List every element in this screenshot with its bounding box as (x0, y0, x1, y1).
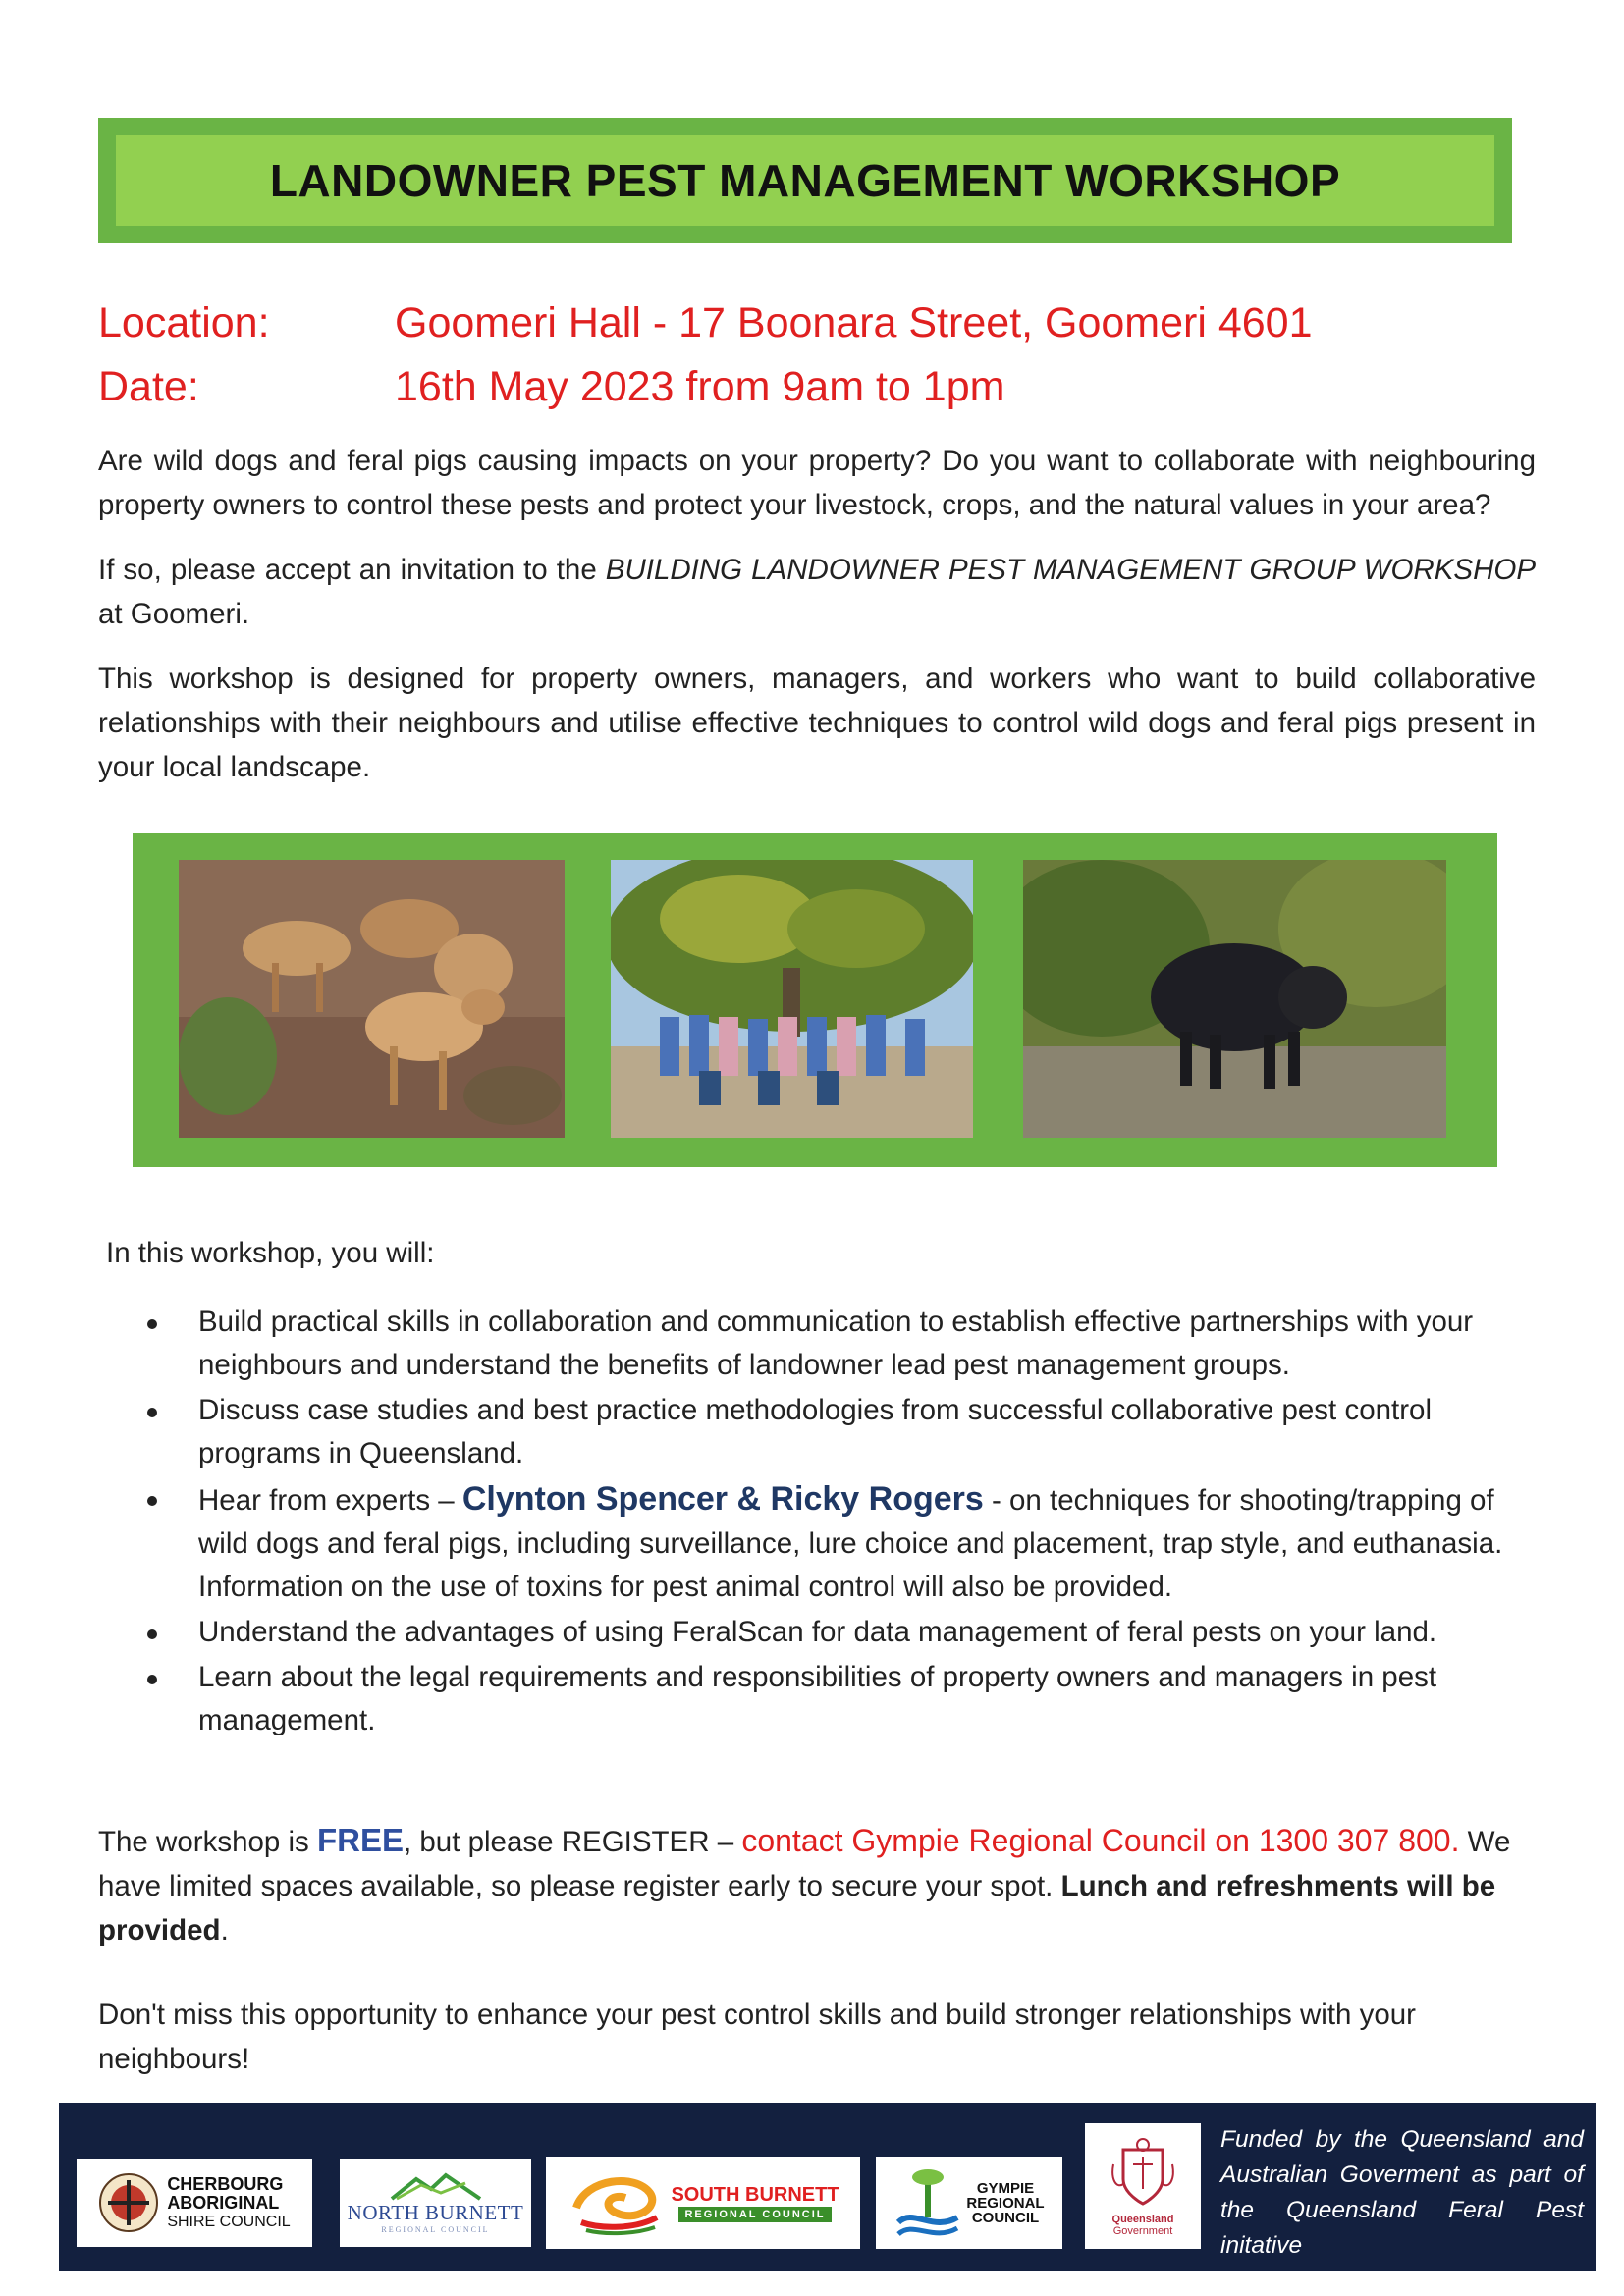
location-row (98, 299, 1313, 347)
list-item (98, 1389, 1542, 1475)
landowner-group-photo (611, 860, 973, 1138)
south-burnett-name: SOUTH BURNETT (671, 2183, 839, 2206)
qld-name-line-2: Government (1112, 2225, 1173, 2237)
outcomes-intro: In this workshop, you will: (106, 1237, 435, 1269)
list-item (98, 1611, 1542, 1654)
reg-text-end: . (220, 1914, 229, 1947)
bullet-icon (147, 1319, 157, 1329)
list-item-text-before: Hear from experts – (198, 1484, 462, 1517)
p2-text-after: at Goomeri. (98, 598, 250, 630)
footer-band (59, 2103, 1596, 2271)
south-burnett-sub: REGIONAL COUNCIL (678, 2207, 831, 2222)
closing-paragraph: Don't miss this opportunity to enhance your pest control skills and build stronger relationships with your neighbours! (98, 1999, 1417, 2075)
bullet-icon (147, 1408, 157, 1417)
gympie-name-line-2: REGIONAL (966, 2194, 1045, 2212)
gympie-council-logo (876, 2157, 1062, 2249)
registration-paragraph (98, 1818, 1542, 1952)
intro-paragraph-2 (98, 548, 1536, 636)
bullet-icon (147, 1675, 157, 1684)
list-item-text: Understand the advantages of using FeralScan for data management of feral pests on your land. (198, 1616, 1437, 1648)
wave-tree-icon (893, 2163, 962, 2242)
bullet-icon (147, 1496, 157, 1506)
gympie-name-line-1: GYMPIE (976, 2179, 1035, 2197)
reg-text-line2: We have limited spaces available, so please register early to secure your spot. (98, 1826, 1511, 1902)
list-item-text: Learn about the legal requirements and responsibilities of property owners and managers in pest management. (198, 1661, 1437, 1736)
page-title: LANDOWNER PEST MANAGEMENT WORKSHOP (269, 155, 1341, 206)
list-item-text-after: - on techniques for shooting/trapping of wild dogs and feral pigs, including surveillance, lure choice and placement, trap style, and euthanasia. Information on the use of toxins for pest animal control will also be provided. (198, 1484, 1503, 1603)
lunch-note: Lunch and refreshments will be provided (98, 1870, 1496, 1947)
title-band (116, 135, 1494, 226)
p2-text-before: If so, please accept an invitation to the (98, 554, 606, 586)
swirl-icon (567, 2168, 665, 2237)
qld-crest-icon (1109, 2135, 1177, 2214)
expert-names: Clynton Spencer & Ricky Rogers (461, 1480, 984, 1518)
title-banner (98, 118, 1512, 243)
intro-paragraph-1: Are wild dogs and feral pigs causing impacts on your property? Do you want to collaborate with neighbouring property owners to control these pests and protect your livestock, crops, and the natural values in your area? (98, 445, 1536, 521)
intro-paragraph-3: This workshop is designed for property owners, managers, and workers who want to build collaborative relationships with their neighbours and utilise effective techniques to control wild dogs and feral pigs present in your local landscape. (98, 663, 1536, 783)
location-label: Location: (98, 299, 270, 347)
north-burnett-name: NORTH BURNETT (347, 2201, 524, 2224)
list-item (98, 1477, 1542, 1609)
qld-name-line-1: Queensland (1111, 2214, 1174, 2225)
north-burnett-council-logo (340, 2159, 531, 2247)
workshop-name: BUILDING LANDOWNER PEST MANAGEMENT GROUP WORKSHOP (605, 554, 1536, 586)
north-burnett-sub: REGIONAL COUNCIL (381, 2225, 490, 2234)
cherbourg-emblem-icon (98, 2172, 159, 2233)
reg-text-before: The workshop is (98, 1826, 317, 1858)
list-item (98, 1656, 1542, 1742)
mountains-icon (387, 2171, 485, 2201)
contact-info: contact Gympie Regional Council on 1300 307 800. (741, 1823, 1460, 1858)
date-value: 16th May 2023 from 9am to 1pm (395, 363, 1005, 410)
free-label: FREE (316, 1822, 404, 1858)
list-item-text: Build practical skills in collaboration and communication to establish effective partnerships with your neighbours and understand the benefits of landowner lead pest management groups. (198, 1306, 1474, 1381)
cherbourg-name-line-1: CHERBOURG (167, 2173, 284, 2194)
funding-statement: Funded by the Queensland and Australian Goverment as part of the Queensland Feral Pest initative (1220, 2126, 1584, 2259)
date-row (98, 363, 1004, 411)
cherbourg-council-logo (77, 2159, 312, 2247)
south-burnett-council-logo (546, 2157, 860, 2249)
queensland-government-logo (1085, 2123, 1201, 2249)
cherbourg-name-line-2: ABORIGINAL (167, 2192, 280, 2213)
list-item-text: Discuss case studies and best practice methodologies from successful collaborative pest control programs in Queensland. (198, 1394, 1432, 1469)
wild-dogs-photo (179, 860, 565, 1138)
list-item (98, 1301, 1542, 1387)
bullet-icon (147, 1629, 157, 1639)
cherbourg-name-line-3: SHIRE COUNCIL (167, 2213, 291, 2230)
reg-text-middle: , but please REGISTER – (404, 1826, 742, 1858)
feral-pig-photo (1023, 860, 1446, 1138)
gympie-name-line-3: COUNCIL (971, 2209, 1040, 2226)
date-label: Date: (98, 363, 199, 410)
location-value: Goomeri Hall - 17 Boonara Street, Goomeri 4601 (395, 299, 1313, 347)
outcomes-list (98, 1301, 1542, 1744)
photo-strip (133, 833, 1497, 1167)
